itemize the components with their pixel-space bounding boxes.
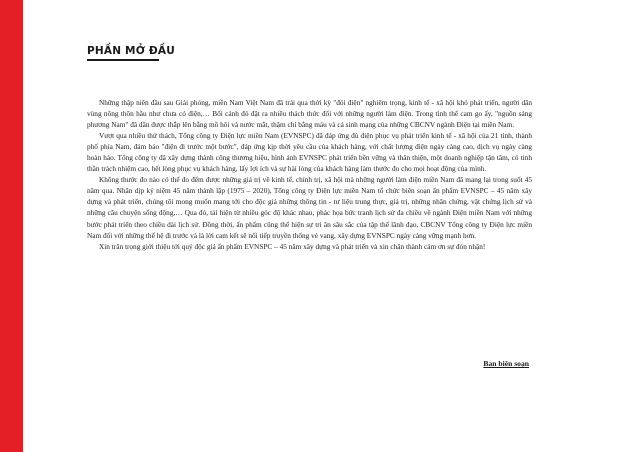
body-text: [87, 97, 532, 252]
section-heading: PHẦN MỞ ĐẦU: [87, 45, 175, 57]
accent-side-bar: [0, 0, 23, 452]
paragraph-3: Không thước đo nào có thể đo đếm được những giá trị về kinh tế, chính trị, xã hội mà những người làm điện miền Nam đã mang lại trong suốt 45 năm qua. Nhân dịp kỷ niệm 45 năm thành lập (1975 – 2020), Tổng công ty Điện lực miền Nam tổ chức biên soạn ấn phẩm EVNSPC – 45 năm xây dựng và phát triển, chúng tôi mong muốn mang tới cho độc giả những thông tin - tư liệu trung thực, giá trị, những nhân chứng, vật chứng lịch sử và những câu chuyện sống động,… Qua đó, tái hiện từ nhiều góc độ khác nhau, phác họa bức tranh lịch sử đa chiều về ngành Điện miền Nam với những bước phát triển theo chiều dài lịch sử. Đồng thời, ấn phẩm cũng thể hiện sự tri ân sâu sắc của tập thể lãnh đạo, CBCNV Tổng công ty Điện lực miền Nam đối với những thế hệ đi trước và là lời cam kết sẽ nối tiếp truyền thống vẻ vang, xây dựng EVNSPC ngày càng vững mạnh hơn.: [87, 175, 532, 240]
editorial-board-signature: Ban biên soạn: [483, 359, 529, 368]
paragraph-4: Xin trân trọng giới thiệu tới quý độc giả ấn phẩm EVNSPC – 45 năm xây dựng và phát triển và xin chân thành cám ơn sự đón nhận!: [99, 241, 486, 251]
heading-underline: [87, 59, 159, 61]
paragraph-1: Những thập niên đầu sau Giải phóng, miền Nam Việt Nam đã trải qua thời kỳ "đói điện" nghiêm trọng, kinh tế - xã hội khó phát triển, người dân vùng nông thôn hầu như chưa có điện,… Bối cảnh đó đặt ra nhiều thách thức đối với những người làm điện. Trong tình thế cam go ấy, "nguồn sáng phương Nam" đã dần được thắp lên bằng mồ hôi và nước mắt, thậm chí bằng máu và cả sinh mạng của những CBCNV ngành Điện tại miền Nam.: [87, 98, 532, 130]
paragraph-2: Vượt qua nhiều thử thách, Tổng công ty Điện lực miền Nam (EVNSPC) đã đáp ứng đủ điện phục vụ phát triển kinh tế - xã hội của 21 tỉnh, thành phố phía Nam, đảm bảo "điện đi trước một bước", đáp ứng kịp thời yêu cầu của khách hàng, với chất lượng điện ngày càng cao, dịch vụ ngày càng hoàn hảo. Tổng công ty đã xây dựng thành công thương hiệu, hình ảnh EVNSPC phát triển bền vững và thân thiện, một doanh nghiệp tận tâm, có tinh thần trách nhiệm cao, hết lòng phục vụ khách hàng, lấy lợi ích và sự hài lòng của khách hàng làm thước đo cho mọi hoạt động của mình.: [87, 131, 532, 174]
